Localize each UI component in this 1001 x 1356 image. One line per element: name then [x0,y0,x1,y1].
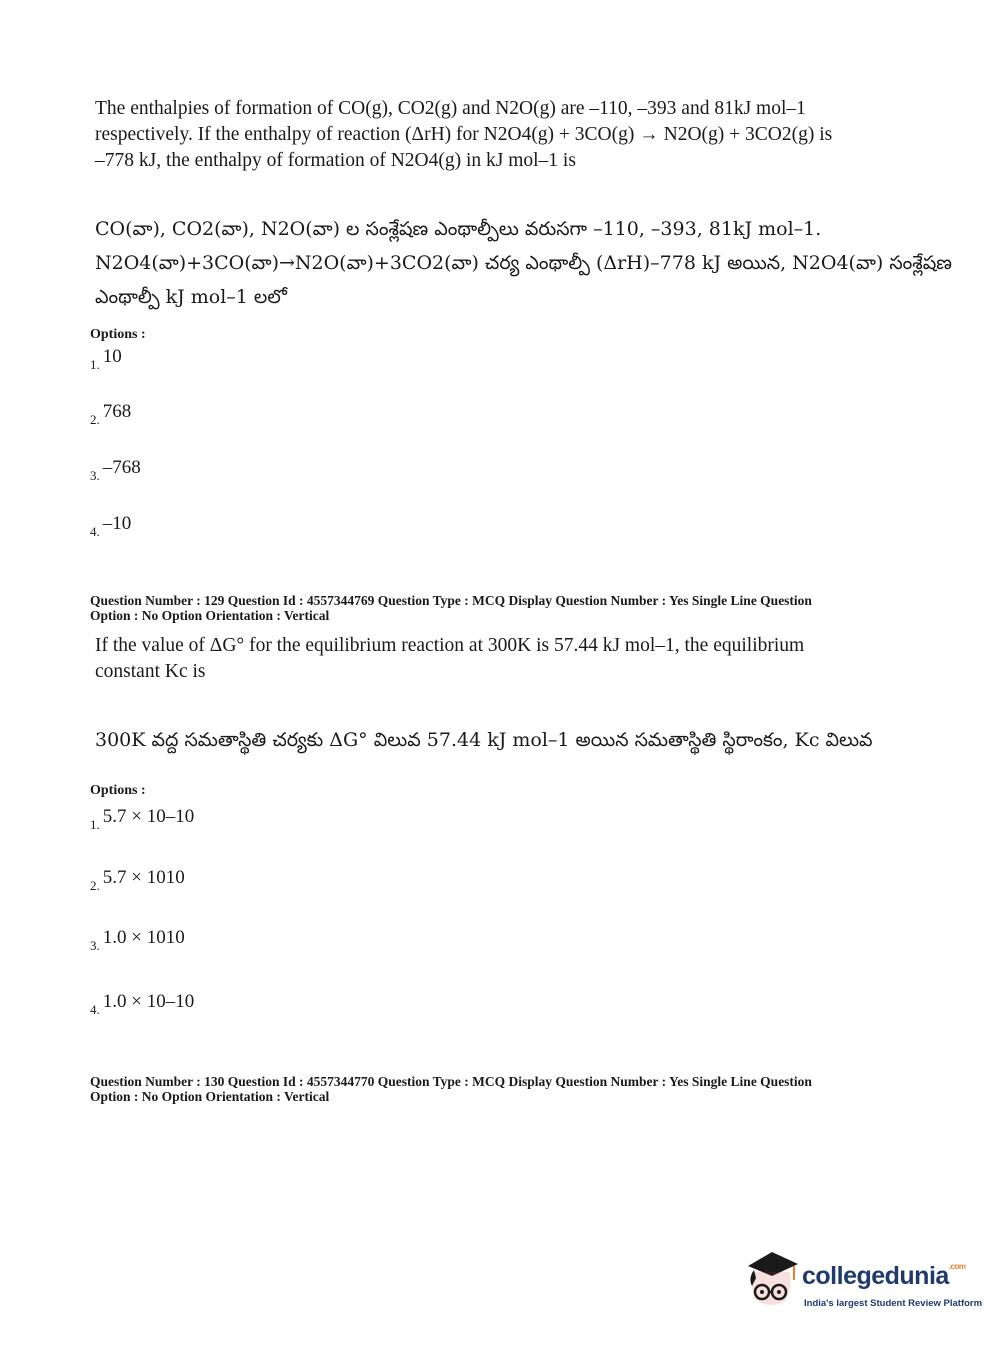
q130-meta-line1: Question Number : 130 Question Id : 4557344770 Question Type : MCQ Display Question Number : Yes Single Line Question [90,1074,812,1089]
q128-te-line3: ఎంథాల్పీ kJ mol–1 లలో [95,286,287,308]
q129-meta-line2: Option : No Option Orientation : Vertical [90,608,330,623]
logo-com: .com [948,1262,966,1271]
option-number: 4. [90,1002,100,1017]
q129-english [95,633,804,685]
q128-en-line2: respectively. If the enthalpy of reaction (ΔrH) for N2O4(g) + 3CO(g) → N2O(g) + 3CO2(g) is [95,124,833,145]
q130-meta-line2: Option : No Option Orientation : Vertical [90,1089,330,1104]
option-number: 2. [90,412,100,427]
option-text: 768 [102,401,132,422]
option-text: 1.0 × 10–10 [102,991,195,1012]
q130-meta [90,1074,910,1104]
q128-te-line1: CO(వా), CO2(వా), N2O(వా) ల సంశ్లేషణ ఎంథాల్పీలు వరుసగా –110, –393, 81kJ mol–1. [95,218,822,240]
q129-option-3[interactable] [90,927,185,953]
option-text: 5.7 × 1010 [102,867,185,888]
q129-option-2[interactable] [90,867,185,893]
q128-option-4[interactable] [90,513,132,539]
q128-en-line3: –778 kJ, the enthalpy of formation of N2O4(g) in kJ mol–1 is [95,150,576,171]
q129-option-4[interactable] [90,991,195,1017]
q129-telugu [95,723,873,757]
q128-te-line2: N2O4(వా)+3CO(వా)→N2O(వా)+3CO2(వా) చర్య ఎంథాల్పీ (ΔrH)–778 kJ అయిన, N2O4(వా) సంశ్లేషణ [95,252,952,274]
q128-option-1[interactable] [90,346,122,372]
logo-wordmark [802,1262,965,1291]
collegedunia-logo[interactable] [742,1248,983,1318]
logo-name: collegedunia [802,1262,949,1290]
option-number: 3. [90,938,100,953]
q129-meta [90,593,910,623]
option-number: 1. [90,357,100,372]
option-number: 4. [90,524,100,539]
q128-option-3[interactable] [90,457,141,483]
q128-en-line1: The enthalpies of formation of CO(g), CO2(g) and N2O(g) are –110, –393 and 81kJ mol–1 [95,98,806,119]
q128-option-2[interactable] [90,401,132,427]
graduate-cap-face-icon [742,1248,800,1318]
option-text: 10 [102,346,122,367]
q128-telugu [95,212,952,314]
q129-meta-line1: Question Number : 129 Question Id : 4557344769 Question Type : MCQ Display Question Number : Yes Single Line Question [90,593,812,608]
option-number: 2. [90,878,100,893]
q128-english [95,96,832,174]
option-text: –768 [102,457,141,478]
option-number: 3. [90,468,100,483]
q129-en-line2: constant Kc is [95,661,206,682]
q129-option-1[interactable] [90,806,195,832]
logo-tagline: India's largest Student Review Platform [804,1298,983,1309]
q129-te-line1: 300K వద్ద సమతాస్థితి చర్యకు ΔG° విలువ 57.44 kJ mol–1 అయిన సమతాస్థితి స్థిరాంకం, Kc విలువ [95,729,873,751]
q128-options-label: Options : [90,327,146,342]
option-text: 5.7 × 10–10 [102,806,195,827]
q129-en-line1: If the value of ΔG° for the equilibrium reaction at 300K is 57.44 kJ mol–1, the equilibrium [95,635,805,656]
q129-options-label: Options : [90,783,146,798]
option-number: 1. [90,817,100,832]
option-text: 1.0 × 1010 [102,927,185,948]
option-text: –10 [102,513,132,534]
